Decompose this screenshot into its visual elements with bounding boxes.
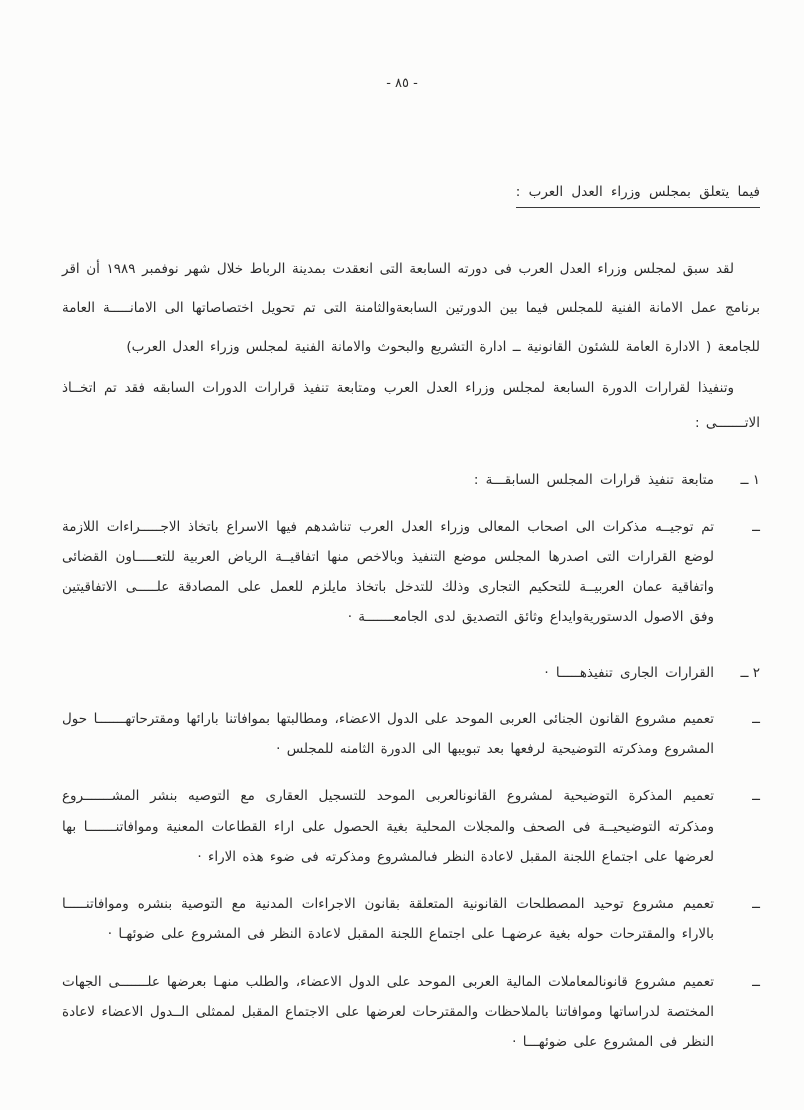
bullet-dash: ــ	[752, 518, 760, 535]
bullet-item	[62, 704, 760, 764]
bullet-text: تعميم مشروع القانون الجنائى العربى الموحد على الدول الاعضاء، ومطالبتها بموافاتنا بارائها ومقترحاتهـــــــا حول المشروع ومذكرته التوضيحية لرفعها بعد تبويبها الى الدورة الثامنه للمجلس ·	[62, 710, 714, 758]
bullet-text: تم توجيــه مذكرات الى اصحاب المعالى وزراء العدل العرب تناشدهم فيها الاسراع باتخاذ الاجـــــراءات اللازمة لوضع القرارات التى اصدرها المجلس موضع التنفيذ وبالاخص منها اتفاقيــة الرياض العربية للتعـــــاون القضائى واتفاقية عمان العربيــة للتحكيم التجارى وذلك للتدخل باتخاذ مايلزم للعمل على المصادقة علـــــى الاتفاقيتين وفق الاصول الدستوريةوايداع وثائق التصديق لدى الجامعـــــــة ·	[62, 518, 714, 626]
item-title: متابعة تنفيذ قرارات المجلس السابقـــة :	[473, 472, 714, 489]
page-number: - ٨٥ -	[386, 76, 418, 91]
bullet-item	[62, 512, 760, 633]
bullet-item	[62, 967, 760, 1058]
intro-paragraph: وتنفيذا لقرارات الدورة السابعة لمجلس وزراء العدل العرب ومتابعة تنفيذ قرارات الدورات السابقه فقد تم اتخــاذ الاتـــــــى :	[62, 380, 760, 431]
document-heading: فيما يتعلق بمجلس وزراء العدل العرب :	[516, 184, 760, 208]
bullet-text: تعميم مشروع توحيد المصطلحات القانونية المتعلقة بقانون الاجراءات المدنية مع التوصية بنشره وموافاتنـــــا بالاراء والمقترحات حوله بغية عرضهـا على اجتماع اللجنة المقبل لاعادة النظر فى المشروع على ضوئهـا ·	[62, 896, 714, 943]
item-title: القرارات الجارى تنفيذهـــــا ·	[544, 664, 714, 681]
bullet-dash: ــ	[752, 710, 760, 727]
bullet-text: تعميم مشروع قانونالمعاملات المالية العربى الموحد على الدول الاعضاء، والطلب منهـا بعرضها علـــــــى الجهات المختصة لدراساتها وموافاتنا بالملاحظات والمقترحات لعرضها على الاجتماع المقبل لممثلى الــدول الاعضاء لاعادة النظر فى المشروع على ضوئهـــا ·	[62, 973, 714, 1050]
heading-container	[0, 181, 760, 208]
item-number: ١ ــ	[740, 472, 760, 489]
document-body	[62, 250, 760, 1057]
numbered-item	[62, 659, 760, 687]
numbered-item	[62, 466, 760, 494]
bullet-text: تعميم المذكرة التوضيحية لمشروع القانونالعربى الموحد للتسجيل العقارى مع التوصيه بنشر المشـــــــروع ومذكرته التوضيحيــة فى الصحف والمجلات المحلية بغية الحصول على اراء القطاعات المعنية وموافاتنـــــــا بها لعرضها على اجتماع اللجنة المقبل لاعادة النظر فىالمشروع ومذكرته فى ضوء هذه الاراء ·	[62, 788, 714, 865]
bullet-dash: ــ	[752, 973, 760, 990]
bullet-item	[62, 889, 760, 949]
intro-paragraph: لقد سبق لمجلس وزراء العدل العرب فى دورته السابعة التى انعقدت بمدينة الرباط خلال شهر نوفمبر ١٩٨٩ أن اقر برنامج عمل الامانة الفنية للمجلس فيما بين الدورتين السابعةوالثامنة التى تم تحويل اختصاصاتها الى الامانـــــة العامة للجامعة ( الادارة العامة للشئون القانونية ــ ادارة التشريع والبحوث والامانة الفنية لمجلس وزراء العدل العرب)	[62, 261, 760, 356]
bullet-dash: ــ	[752, 896, 760, 913]
bullet-dash: ــ	[752, 788, 760, 805]
item-number: ٢ ــ	[740, 664, 760, 681]
bullet-item	[62, 781, 760, 872]
